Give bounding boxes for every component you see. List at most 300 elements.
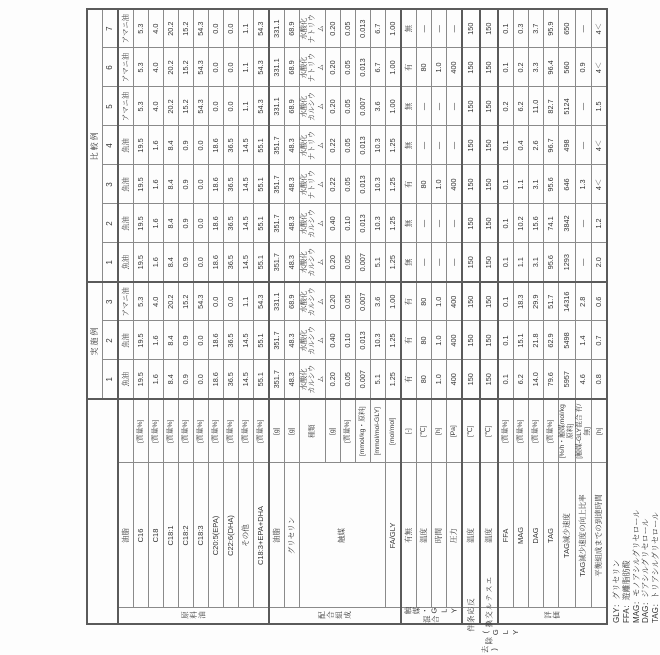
value-cell: 351.7: [269, 165, 285, 204]
value-cell: 3842: [559, 204, 576, 243]
row-label-cell: 油脂: [118, 463, 134, 608]
row-label-cell: 油脂: [269, 463, 285, 608]
value-cell: 80: [417, 48, 432, 87]
value-cell: 4＜: [592, 126, 608, 165]
value-cell: 1.0: [432, 360, 447, 399]
value-cell: 1.1: [239, 282, 254, 321]
unit-cell: [質量%]: [149, 399, 164, 463]
value-cell: —: [417, 126, 432, 165]
comparatives-section-header: 比較例: [87, 9, 103, 282]
value-cell: 水酸化 カルシウム: [300, 360, 326, 399]
value-cell: 36.5: [224, 243, 239, 282]
value-cell: 0.1: [498, 282, 514, 321]
value-cell: 18.3: [514, 282, 529, 321]
row-label-cell: C18:3: [194, 463, 209, 608]
value-cell: 54.3: [254, 282, 270, 321]
value-cell: 0.4: [514, 126, 529, 165]
value-cell: 1.25: [386, 360, 402, 399]
comparative-column-number: 1: [103, 243, 119, 282]
unit-cell: [h]: [592, 399, 608, 463]
value-cell: 80: [417, 360, 432, 399]
value-cell: 150: [480, 204, 498, 243]
value-cell: 5124: [559, 87, 576, 126]
comparative-column-number: 6: [103, 48, 119, 87]
value-cell: 0.013: [356, 126, 371, 165]
unit-cell: [mmol/mol-GLY]: [371, 399, 386, 463]
value-cell: 1.1: [239, 9, 254, 48]
rotated-table-page: [86, 8, 660, 654]
value-cell: 0.1: [498, 48, 514, 87]
value-cell: 水酸化 カルシウム: [300, 321, 326, 360]
footnote-line: MAG：モノアシルグリセロール: [631, 509, 641, 623]
value-cell: 150: [462, 9, 480, 48]
value-cell: 400: [447, 165, 463, 204]
value-cell: 10.3: [371, 165, 386, 204]
comparative-column-number: 3: [103, 165, 119, 204]
unit-cell: [118, 399, 134, 463]
value-cell: 0.20: [326, 87, 341, 126]
value-cell: 18.6: [209, 126, 224, 165]
group-label-cell: 評価: [498, 608, 607, 624]
value-cell: 15.6: [529, 204, 544, 243]
footnote-line: FFA：遊離脂肪酸: [622, 560, 632, 623]
unit-cell: [質量%]: [529, 399, 544, 463]
value-cell: 0.9: [179, 360, 194, 399]
value-cell: 48.3: [285, 360, 300, 399]
value-cell: アマニ油: [118, 87, 134, 126]
value-cell: 15.1: [514, 321, 529, 360]
value-cell: 有: [401, 165, 417, 204]
value-cell: 55.1: [254, 243, 270, 282]
value-cell: 1293: [559, 243, 576, 282]
unit-cell: [Pa]: [447, 399, 463, 463]
value-cell: 2.0: [592, 243, 608, 282]
value-cell: 0.0: [194, 321, 209, 360]
value-cell: 1.1: [239, 87, 254, 126]
value-cell: 0.05: [341, 9, 356, 48]
group-label-cell: 触媒・GLY混合: [401, 608, 462, 624]
value-cell: 0.013: [356, 9, 371, 48]
value-cell: 8.4: [164, 243, 179, 282]
value-cell: 1.0: [432, 321, 447, 360]
value-cell: 魚油: [118, 126, 134, 165]
row-label-cell: 温度: [462, 463, 480, 608]
value-cell: 19.5: [134, 126, 149, 165]
value-cell: 11.0: [529, 87, 544, 126]
value-cell: 54.3: [194, 282, 209, 321]
row-label-cell: TAG減少速度: [559, 463, 576, 608]
value-cell: 80: [417, 321, 432, 360]
value-cell: 1.6: [149, 360, 164, 399]
value-cell: —: [575, 204, 592, 243]
value-cell: 54.3: [194, 9, 209, 48]
value-cell: —: [447, 87, 463, 126]
value-cell: 400: [447, 321, 463, 360]
value-cell: 0.0: [209, 9, 224, 48]
value-cell: 21.8: [529, 321, 544, 360]
value-cell: 18.6: [209, 243, 224, 282]
value-cell: 14.5: [239, 126, 254, 165]
value-cell: 2.8: [575, 282, 592, 321]
value-cell: 0.05: [341, 87, 356, 126]
example-column-number: 3: [103, 282, 119, 321]
row-label-cell: 有無: [401, 463, 417, 608]
value-cell: 0.007: [356, 360, 371, 399]
value-cell: 0.0: [209, 48, 224, 87]
value-cell: 0.013: [356, 165, 371, 204]
value-cell: 48.3: [285, 165, 300, 204]
value-cell: 19.5: [134, 321, 149, 360]
value-cell: 1.0: [432, 48, 447, 87]
value-cell: 0.0: [194, 360, 209, 399]
value-cell: 20.2: [164, 87, 179, 126]
row-label-cell: その他: [239, 463, 254, 608]
value-cell: 水酸化 カルシウム: [300, 204, 326, 243]
value-cell: 1.6: [149, 204, 164, 243]
experiment-table: [86, 8, 608, 654]
value-cell: 0.9: [575, 48, 592, 87]
value-cell: 0.0: [209, 282, 224, 321]
value-cell: 10.3: [371, 204, 386, 243]
value-cell: 68.9: [285, 9, 300, 48]
value-cell: 1.4: [575, 321, 592, 360]
value-cell: 無: [401, 87, 417, 126]
value-cell: 150: [462, 243, 480, 282]
value-cell: —: [575, 126, 592, 165]
value-cell: 48.3: [285, 204, 300, 243]
value-cell: 498: [559, 126, 576, 165]
value-cell: 95.6: [544, 165, 559, 204]
row-label-cell: 温度: [480, 463, 498, 608]
value-cell: 有: [401, 360, 417, 399]
value-cell: 0.9: [179, 243, 194, 282]
value-cell: 0.1: [498, 243, 514, 282]
value-cell: 5957: [559, 360, 576, 399]
abbreviation-footnotes: [612, 8, 660, 623]
value-cell: 1.25: [386, 126, 402, 165]
value-cell: 0.9: [179, 204, 194, 243]
value-cell: 1.6: [149, 321, 164, 360]
value-cell: 4.0: [149, 282, 164, 321]
row-label-cell: 温度: [417, 463, 432, 608]
value-cell: 0.40: [326, 321, 341, 360]
value-cell: —: [447, 9, 463, 48]
value-cell: アマニ油: [118, 282, 134, 321]
value-cell: 5.1: [371, 360, 386, 399]
value-cell: 150: [480, 87, 498, 126]
value-cell: 有: [401, 48, 417, 87]
value-cell: 331.1: [269, 48, 285, 87]
value-cell: 水酸化 ナトリウム: [300, 165, 326, 204]
header-blank-cell: [87, 399, 118, 624]
value-cell: 14.0: [529, 360, 544, 399]
value-cell: —: [417, 87, 432, 126]
value-cell: 150: [480, 321, 498, 360]
value-cell: 351.7: [269, 204, 285, 243]
value-cell: 1.00: [386, 282, 402, 321]
value-cell: 6.2: [514, 360, 529, 399]
value-cell: —: [432, 204, 447, 243]
value-cell: 2.6: [529, 126, 544, 165]
row-label-cell: 圧力: [447, 463, 463, 608]
value-cell: 150: [462, 204, 480, 243]
value-cell: 0.1: [498, 321, 514, 360]
value-cell: 150: [480, 243, 498, 282]
value-cell: 14.5: [239, 321, 254, 360]
value-cell: 1.25: [386, 321, 402, 360]
unit-cell: [mol/mol]: [386, 399, 402, 463]
value-cell: 14.5: [239, 360, 254, 399]
value-cell: 1.0: [432, 165, 447, 204]
value-cell: 82.7: [544, 87, 559, 126]
value-cell: 0.0: [224, 87, 239, 126]
value-cell: 1.1: [514, 165, 529, 204]
value-cell: 0.0: [194, 243, 209, 282]
value-cell: 0.05: [341, 126, 356, 165]
value-cell: 1.1: [239, 48, 254, 87]
group-label-cell: 原料油: [118, 608, 269, 624]
value-cell: —: [432, 87, 447, 126]
value-cell: 4.0: [149, 9, 164, 48]
value-cell: 55.1: [254, 165, 270, 204]
value-cell: 0.20: [326, 9, 341, 48]
value-cell: 95.6: [544, 243, 559, 282]
group-label-cell: 反応条件: [462, 608, 480, 624]
value-cell: 68.9: [285, 87, 300, 126]
value-cell: 0.05: [341, 360, 356, 399]
value-cell: 14.5: [239, 204, 254, 243]
value-cell: 0.1: [498, 204, 514, 243]
value-cell: 80: [417, 165, 432, 204]
value-cell: 54.3: [254, 87, 270, 126]
value-cell: 54.3: [194, 87, 209, 126]
value-cell: 0.05: [341, 165, 356, 204]
value-cell: 0.40: [326, 204, 341, 243]
value-cell: 54.3: [254, 9, 270, 48]
value-cell: 331.1: [269, 282, 285, 321]
value-cell: —: [447, 243, 463, 282]
unit-cell: [-]: [401, 399, 417, 463]
value-cell: 3.1: [529, 165, 544, 204]
value-cell: 6.2: [514, 87, 529, 126]
value-cell: 水酸化 ナトリウム: [300, 9, 326, 48]
value-cell: 14.5: [239, 243, 254, 282]
value-cell: 150: [462, 360, 480, 399]
row-label-cell: FA/GLY: [386, 463, 402, 608]
row-label-cell: 平衡組成までの到達時間: [592, 463, 608, 608]
value-cell: 351.7: [269, 321, 285, 360]
unit-cell: [質量%]: [194, 399, 209, 463]
value-cell: 0.22: [326, 126, 341, 165]
value-cell: 8.4: [164, 204, 179, 243]
value-cell: 95.9: [544, 9, 559, 48]
value-cell: 150: [462, 48, 480, 87]
value-cell: 0.6: [592, 282, 608, 321]
value-cell: 6.7: [371, 9, 386, 48]
value-cell: 36.5: [224, 165, 239, 204]
value-cell: 79.6: [544, 360, 559, 399]
value-cell: 96.4: [544, 48, 559, 87]
value-cell: 14316: [559, 282, 576, 321]
value-cell: 36.5: [224, 204, 239, 243]
value-cell: 36.5: [224, 126, 239, 165]
row-label-cell: TAG: [544, 463, 559, 608]
value-cell: 80: [417, 282, 432, 321]
value-cell: 18.6: [209, 360, 224, 399]
unit-cell: [質量%]: [544, 399, 559, 463]
value-cell: アマニ油: [118, 48, 134, 87]
value-cell: 48.3: [285, 243, 300, 282]
comparative-column-number: 5: [103, 87, 119, 126]
value-cell: 0.9: [179, 126, 194, 165]
value-cell: 1.25: [386, 204, 402, 243]
value-cell: 0.1: [498, 126, 514, 165]
unit-cell: [℃]: [462, 399, 480, 463]
value-cell: 18.6: [209, 165, 224, 204]
value-cell: 0.10: [341, 321, 356, 360]
value-cell: 36.5: [224, 321, 239, 360]
unit-cell: [%/h・触媒mol/kg原料]: [559, 399, 576, 463]
unit-cell: [質量%]: [254, 399, 270, 463]
row-label-cell: C18:3+EPA+DHA: [254, 463, 270, 608]
unit-cell: [質量%]: [341, 399, 356, 463]
value-cell: 4.0: [149, 48, 164, 87]
value-cell: 68.9: [285, 48, 300, 87]
value-cell: 0.0: [224, 9, 239, 48]
value-cell: 62.9: [544, 321, 559, 360]
value-cell: 150: [462, 126, 480, 165]
value-cell: 400: [447, 282, 463, 321]
value-cell: —: [417, 9, 432, 48]
row-label-cell: 触媒: [300, 463, 386, 608]
value-cell: 351.7: [269, 243, 285, 282]
value-cell: 150: [480, 165, 498, 204]
value-cell: 646: [559, 165, 576, 204]
value-cell: 1.25: [386, 165, 402, 204]
value-cell: 0.05: [341, 282, 356, 321]
value-cell: 150: [480, 9, 498, 48]
unit-cell: [mmol/kg・原料]: [356, 399, 371, 463]
value-cell: 水酸化 ナトリウム: [300, 126, 326, 165]
value-cell: 560: [559, 48, 576, 87]
group-label-cell: エステル交換(GLY除去): [481, 575, 522, 654]
value-cell: 19.5: [134, 165, 149, 204]
value-cell: 150: [462, 282, 480, 321]
unit-cell: [℃]: [417, 399, 432, 463]
value-cell: 8.4: [164, 321, 179, 360]
value-cell: 3.6: [371, 87, 386, 126]
value-cell: 無: [401, 9, 417, 48]
value-cell: 400: [447, 360, 463, 399]
comparative-column-number: 4: [103, 126, 119, 165]
value-cell: 1.6: [149, 243, 164, 282]
value-cell: 0.20: [326, 282, 341, 321]
value-cell: 無: [401, 204, 417, 243]
value-cell: 18.6: [209, 204, 224, 243]
value-cell: 0.013: [356, 321, 371, 360]
value-cell: 351.7: [269, 360, 285, 399]
value-cell: 1.25: [386, 243, 402, 282]
value-cell: —: [417, 243, 432, 282]
value-cell: 150: [462, 321, 480, 360]
value-cell: 5.3: [134, 48, 149, 87]
value-cell: 10.3: [371, 126, 386, 165]
value-cell: 5.1: [371, 243, 386, 282]
unit-cell: [℃]: [480, 399, 498, 463]
value-cell: 8.4: [164, 360, 179, 399]
value-cell: —: [432, 243, 447, 282]
value-cell: 魚油: [118, 360, 134, 399]
unit-cell: [h]: [432, 399, 447, 463]
value-cell: 400: [447, 48, 463, 87]
row-label-cell: DAG: [529, 463, 544, 608]
value-cell: 4＜: [592, 9, 608, 48]
value-cell: 4＜: [592, 48, 608, 87]
value-cell: 1.5: [592, 87, 608, 126]
unit-cell: [質量%]: [224, 399, 239, 463]
value-cell: 魚油: [118, 243, 134, 282]
row-label-cell: グリセリン: [285, 463, 300, 608]
value-cell: 150: [462, 87, 480, 126]
value-cell: 8.4: [164, 126, 179, 165]
value-cell: 3.7: [529, 9, 544, 48]
value-cell: 3.3: [529, 48, 544, 87]
value-cell: 1.6: [149, 165, 164, 204]
value-cell: 4.6: [575, 360, 592, 399]
row-label-cell: TAG減少速度の向上比率: [575, 463, 592, 608]
value-cell: 6.7: [371, 48, 386, 87]
value-cell: 3.1: [529, 243, 544, 282]
value-cell: 150: [480, 360, 498, 399]
value-cell: 48.3: [285, 321, 300, 360]
value-cell: 4＜: [592, 165, 608, 204]
value-cell: 0.013: [356, 204, 371, 243]
value-cell: 0.0: [194, 204, 209, 243]
value-cell: —: [432, 126, 447, 165]
value-cell: 331.1: [269, 87, 285, 126]
value-cell: 0.8: [592, 360, 608, 399]
value-cell: —: [447, 126, 463, 165]
row-label-cell: C16: [134, 463, 149, 608]
value-cell: 0.05: [341, 48, 356, 87]
value-cell: 5.3: [134, 282, 149, 321]
footnote-line: GLY：グリセリン: [612, 559, 622, 623]
value-cell: 4.0: [149, 87, 164, 126]
value-cell: 74.1: [544, 204, 559, 243]
value-cell: —: [575, 87, 592, 126]
value-cell: 0.007: [356, 282, 371, 321]
value-cell: 水酸化 ナトリウム: [300, 48, 326, 87]
value-cell: 0.22: [326, 165, 341, 204]
value-cell: 14.5: [239, 165, 254, 204]
unit-cell: [質量%]: [179, 399, 194, 463]
value-cell: 0.013: [356, 48, 371, 87]
value-cell: 20.2: [164, 282, 179, 321]
value-cell: 150: [462, 165, 480, 204]
value-cell: 1.0: [432, 282, 447, 321]
value-cell: 15.2: [179, 282, 194, 321]
value-cell: 1.2: [592, 204, 608, 243]
unit-cell: [g]: [285, 399, 300, 463]
value-cell: 魚油: [118, 321, 134, 360]
value-cell: 5498: [559, 321, 576, 360]
value-cell: —: [575, 243, 592, 282]
footnote-line: DAG：ジアシルグリセロール: [641, 518, 651, 623]
value-cell: 55.1: [254, 204, 270, 243]
value-cell: 0.20: [326, 243, 341, 282]
value-cell: 0.0: [194, 126, 209, 165]
value-cell: 150: [480, 282, 498, 321]
